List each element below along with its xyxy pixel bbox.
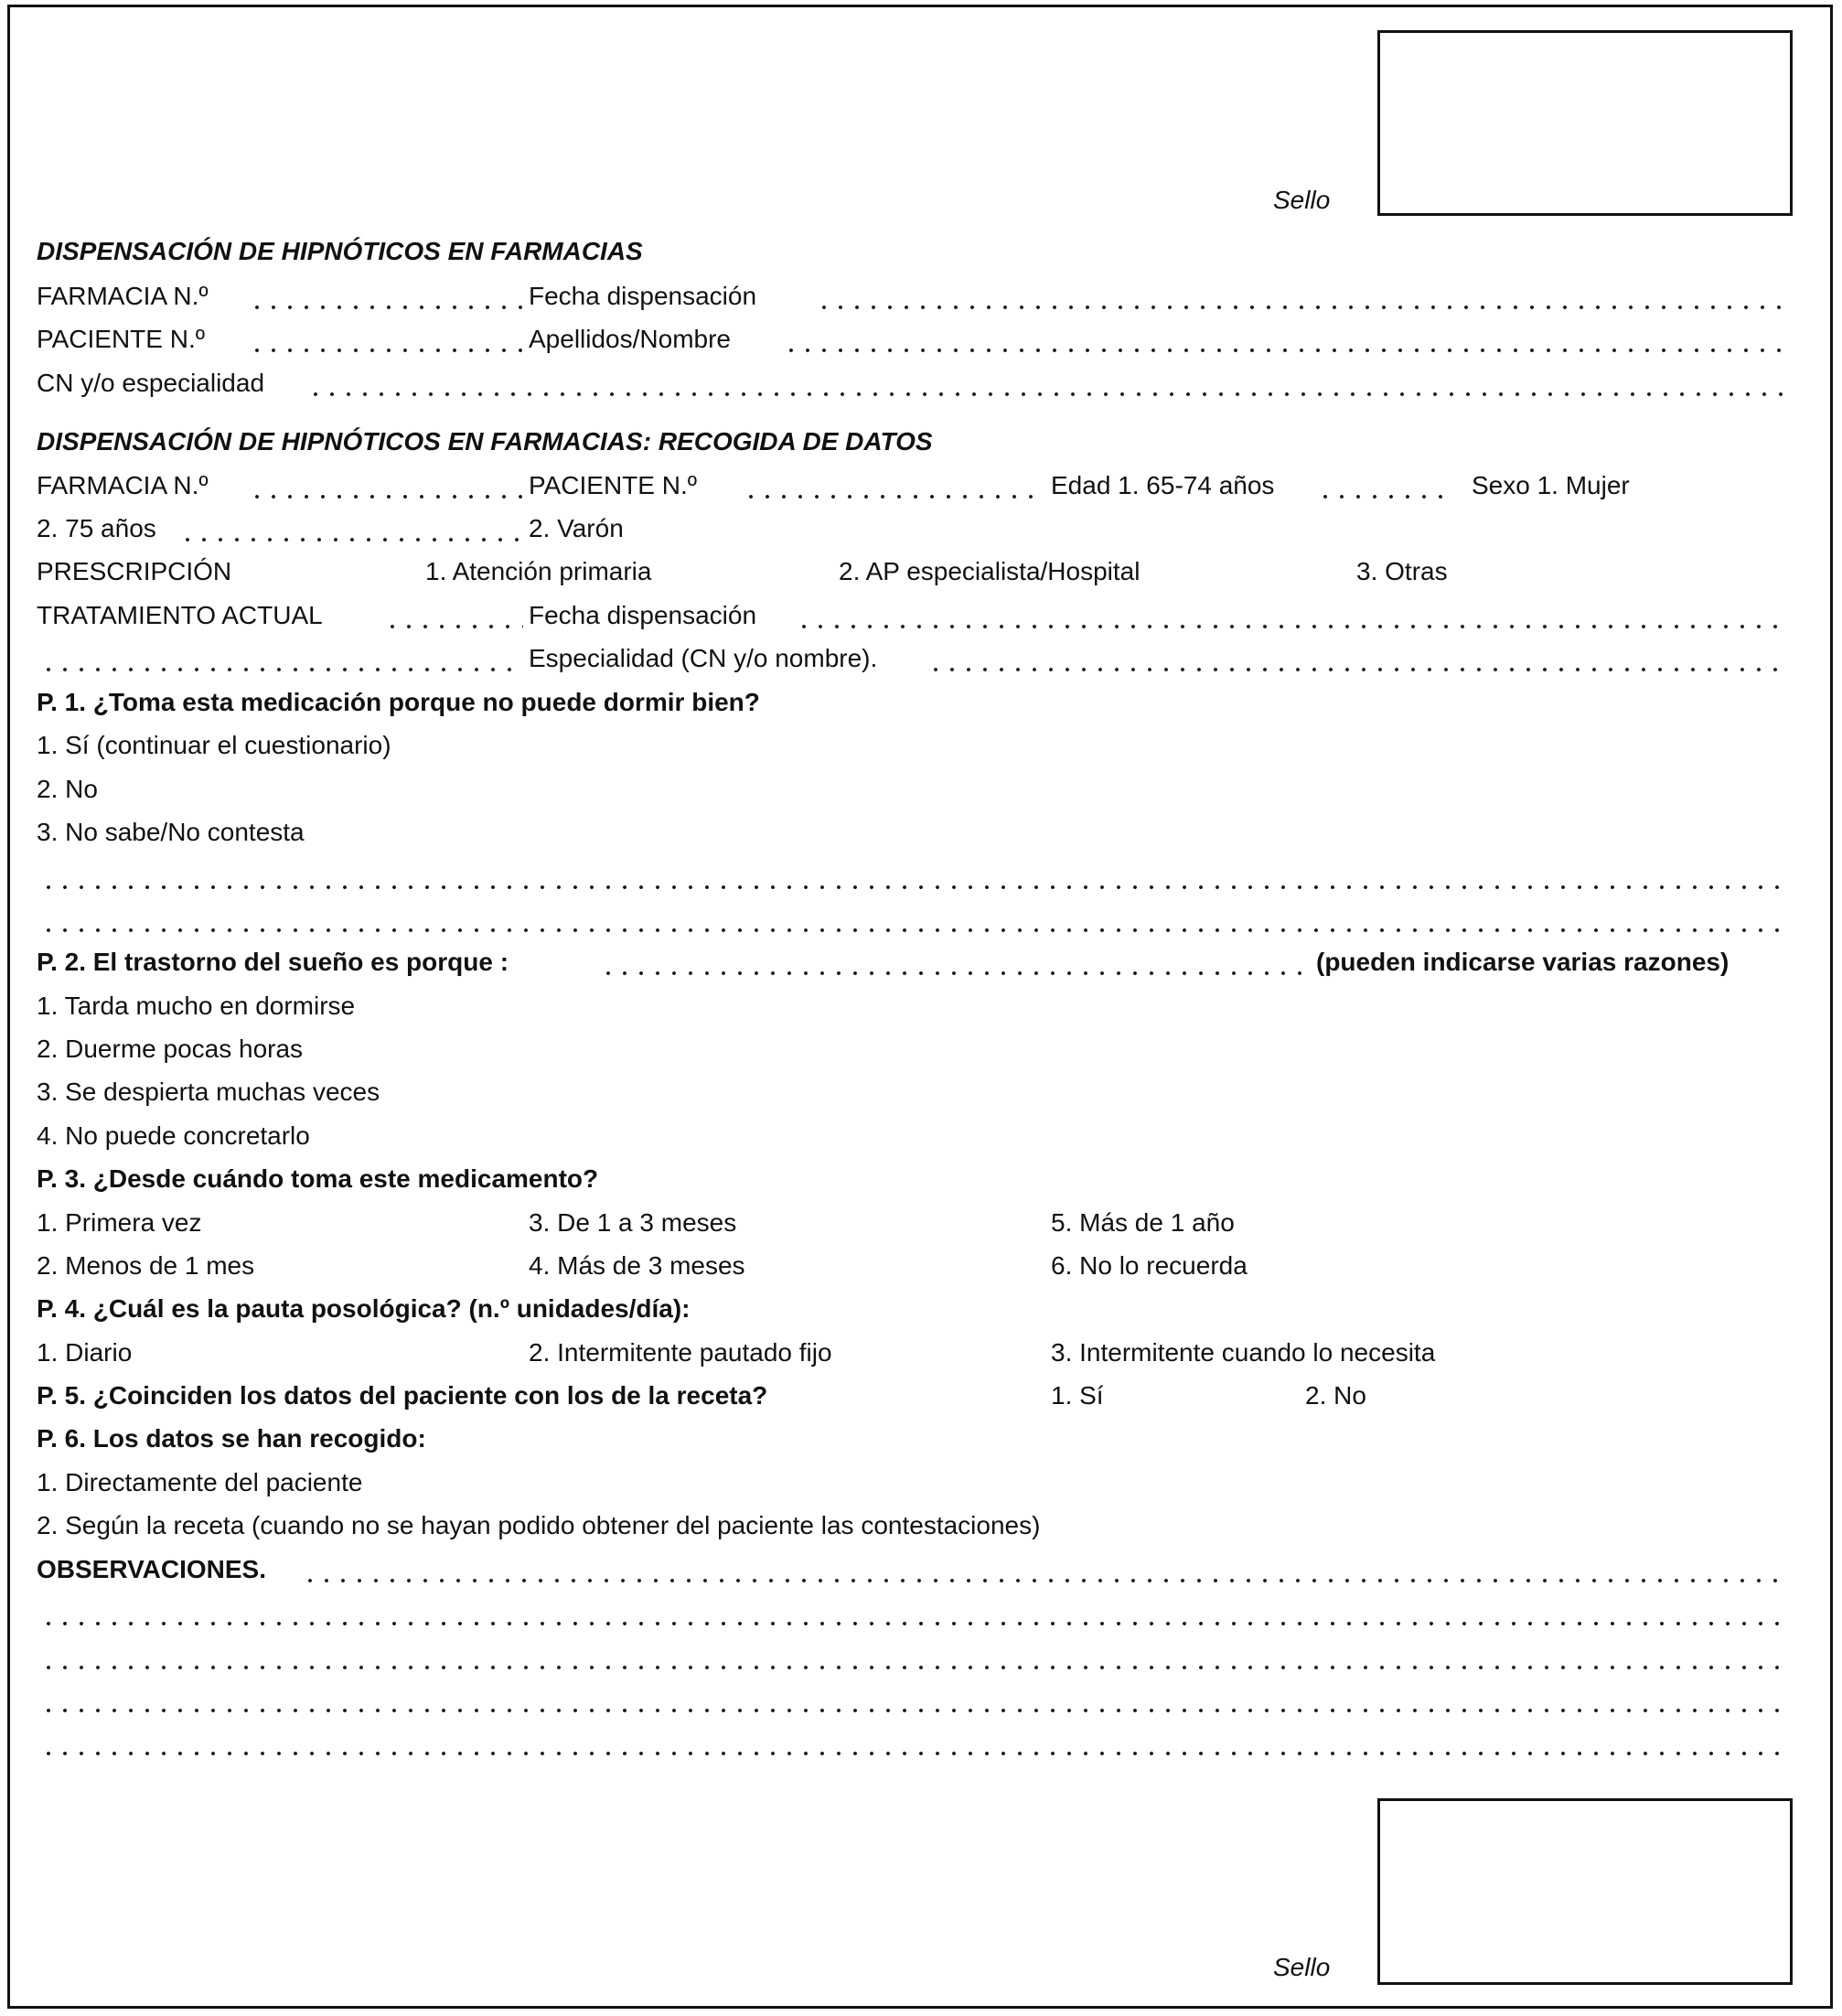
p2-note: (pueden indicarse varias razones): [1316, 948, 1730, 976]
apellidos-nombre-label: Apellidos/Nombre: [529, 325, 731, 353]
p1-notes-row: [0, 861, 1842, 892]
p2-answer-field[interactable]: [600, 947, 1310, 978]
p5-row: [0, 1380, 1842, 1411]
observaciones-line-5[interactable]: [40, 1727, 1789, 1758]
s2-row-farmacia: [0, 470, 1842, 501]
observaciones-row: [0, 1684, 1842, 1715]
p2-option-row: [0, 1034, 1842, 1065]
prescripcion-label: PRESCRIPCIÓN: [37, 557, 232, 585]
p2-row: [0, 947, 1842, 978]
p1-question: P. 1. ¿Toma esta medicación porque no puede dormir bien?: [37, 688, 760, 716]
prescripcion-option-1[interactable]: 1. Atención primaria: [425, 557, 652, 585]
p2-option-row: [0, 1121, 1842, 1152]
observaciones-line-2[interactable]: [40, 1597, 1789, 1628]
observaciones-row: [0, 1641, 1842, 1672]
p2-option-row: [0, 1077, 1842, 1108]
p3-option-1[interactable]: 1. Primera vez: [37, 1208, 202, 1237]
s1-row-paciente: [0, 324, 1842, 355]
p6-option-2[interactable]: 2. Según la receta (cuando no se hayan podido obtener del paciente las contestaciones): [37, 1511, 1041, 1539]
p6-option-1[interactable]: 1. Directamente del paciente: [37, 1468, 363, 1496]
cn-especialidad-label: CN y/o especialidad: [37, 369, 265, 397]
p4-option-2[interactable]: 2. Intermitente pautado fijo: [529, 1338, 832, 1367]
p3-option-5[interactable]: 5. Más de 1 año: [1051, 1208, 1235, 1237]
section1-title: DISPENSACIÓN DE HIPNÓTICOS EN FARMACIAS: [37, 237, 643, 265]
p1-option-1[interactable]: 1. Sí (continuar el cuestionario): [37, 731, 391, 759]
tratamiento-fecha-label: Fecha dispensación: [529, 601, 757, 629]
farmacia-label-2: FARMACIA N.º: [37, 471, 209, 499]
prescripcion-option-2[interactable]: 2. AP especialista/Hospital: [839, 557, 1141, 585]
tratamiento-field[interactable]: [384, 600, 523, 631]
p4-option-3[interactable]: 3. Intermitente cuando lo necesita: [1051, 1338, 1436, 1367]
p2-question: P. 2. El trastorno del sueño es porque :: [37, 948, 509, 976]
p2-option-row: [0, 991, 1842, 1022]
paciente-label: PACIENTE N.º: [37, 325, 205, 353]
p1-option-row: [0, 817, 1842, 848]
farmacia-number-field[interactable]: [249, 281, 523, 312]
p1-option-3[interactable]: 3. No sabe/No contesta: [37, 818, 305, 846]
p2-option-2[interactable]: 2. Duerme pocas horas: [37, 1035, 304, 1063]
stamp-label-bottom: Sello: [1273, 1953, 1331, 1981]
section2-title: DISPENSACIÓN DE HIPNÓTICOS EN FARMACIAS: RECOGIDA DE DATOS: [37, 427, 933, 456]
apellidos-nombre-field[interactable]: [783, 324, 1789, 355]
s1-row-farmacia: [0, 281, 1842, 312]
observaciones-line-1[interactable]: [302, 1554, 1789, 1585]
observaciones-row: [0, 1727, 1842, 1758]
p3-row: [0, 1163, 1842, 1195]
p4-question: P. 4. ¿Cuál es la pauta posológica? (n.º unidades/día):: [37, 1294, 691, 1323]
paciente-number-field-2[interactable]: [743, 470, 1044, 501]
section1-title-row: [0, 236, 1842, 267]
farmacia-label: FARMACIA N.º: [37, 282, 209, 310]
prescripcion-option-3[interactable]: 3. Otras: [1356, 557, 1448, 585]
p1-row: [0, 687, 1842, 718]
paciente-label-2: PACIENTE N.º: [529, 471, 697, 499]
p5-question: P. 5. ¿Coinciden los datos del paciente con los de la receta?: [37, 1381, 768, 1410]
edad-option-2[interactable]: 2. 75 años: [37, 514, 156, 542]
especialidad-label: Especialidad (CN y/o nombre).: [529, 644, 878, 672]
sexo-option-1[interactable]: Sexo 1. Mujer: [1472, 471, 1630, 499]
p2-option-4[interactable]: 4. No puede concretarlo: [37, 1121, 310, 1150]
p3-option-3[interactable]: 3. De 1 a 3 meses: [529, 1208, 737, 1237]
p3-option-row: [0, 1250, 1842, 1281]
fecha-dispensacion-field[interactable]: [816, 281, 1789, 312]
observaciones-label: OBSERVACIONES.: [37, 1555, 267, 1583]
edad-dots: [1317, 470, 1454, 501]
p1-notes-row: [0, 904, 1842, 935]
tratamiento-fecha-field[interactable]: [796, 600, 1789, 631]
observaciones-line-3[interactable]: [40, 1641, 1789, 1672]
tratamiento-actual-label: TRATAMIENTO ACTUAL: [37, 601, 323, 629]
fecha-dispensacion-label: Fecha dispensación: [529, 282, 757, 310]
p4-row: [0, 1293, 1842, 1324]
p4-option-1[interactable]: 1. Diario: [37, 1338, 133, 1367]
p1-option-row: [0, 730, 1842, 761]
observaciones-row: [0, 1554, 1842, 1585]
observaciones-row: [0, 1597, 1842, 1628]
p2-option-3[interactable]: 3. Se despierta muchas veces: [37, 1078, 380, 1106]
s2-row-tratamiento: [0, 600, 1842, 631]
s2-row-edad2: [0, 513, 1842, 544]
stamp-label-top: Sello: [1273, 186, 1331, 214]
p6-option-row: [0, 1510, 1842, 1541]
p5-option-1[interactable]: 1. Sí: [1051, 1381, 1104, 1410]
p3-option-2[interactable]: 2. Menos de 1 mes: [37, 1251, 255, 1280]
p5-option-2[interactable]: 2. No: [1305, 1381, 1366, 1410]
edad-option-1[interactable]: Edad 1. 65-74 años: [1051, 471, 1275, 499]
edad2-dots: [179, 513, 523, 544]
sexo-option-2[interactable]: 2. Varón: [529, 514, 624, 542]
p2-option-1[interactable]: 1. Tarda mucho en dormirse: [37, 992, 356, 1020]
especialidad-field[interactable]: [927, 643, 1789, 674]
p6-option-row: [0, 1467, 1842, 1498]
section2-title-row: [0, 426, 1842, 457]
p1-option-row: [0, 774, 1842, 805]
p1-notes-line-2[interactable]: [40, 904, 1789, 935]
stamp-box-top[interactable]: [1377, 30, 1793, 216]
p1-notes-line-1[interactable]: [40, 861, 1789, 892]
p1-option-2[interactable]: 2. No: [37, 775, 98, 803]
tratamiento-field-2[interactable]: [40, 643, 523, 674]
p3-option-4[interactable]: 4. Más de 3 meses: [529, 1251, 745, 1280]
p6-row: [0, 1423, 1842, 1454]
s2-row-prescripcion: [0, 556, 1842, 587]
p3-option-row: [0, 1207, 1842, 1239]
p6-question: P. 6. Los datos se han recogido:: [37, 1424, 426, 1453]
cn-especialidad-field[interactable]: [307, 368, 1789, 399]
p3-question: P. 3. ¿Desde cuándo toma este medicamento?: [37, 1164, 599, 1193]
p4-option-row: [0, 1337, 1842, 1368]
observaciones-line-4[interactable]: [40, 1684, 1789, 1715]
paciente-number-field[interactable]: [249, 324, 523, 355]
s2-row-especialidad: [0, 643, 1842, 674]
stamp-box-bottom[interactable]: [1377, 1798, 1793, 1985]
p3-option-6[interactable]: 6. No lo recuerda: [1051, 1251, 1248, 1280]
s1-row-cn: [0, 368, 1842, 399]
farmacia-number-field-2[interactable]: [249, 470, 523, 501]
